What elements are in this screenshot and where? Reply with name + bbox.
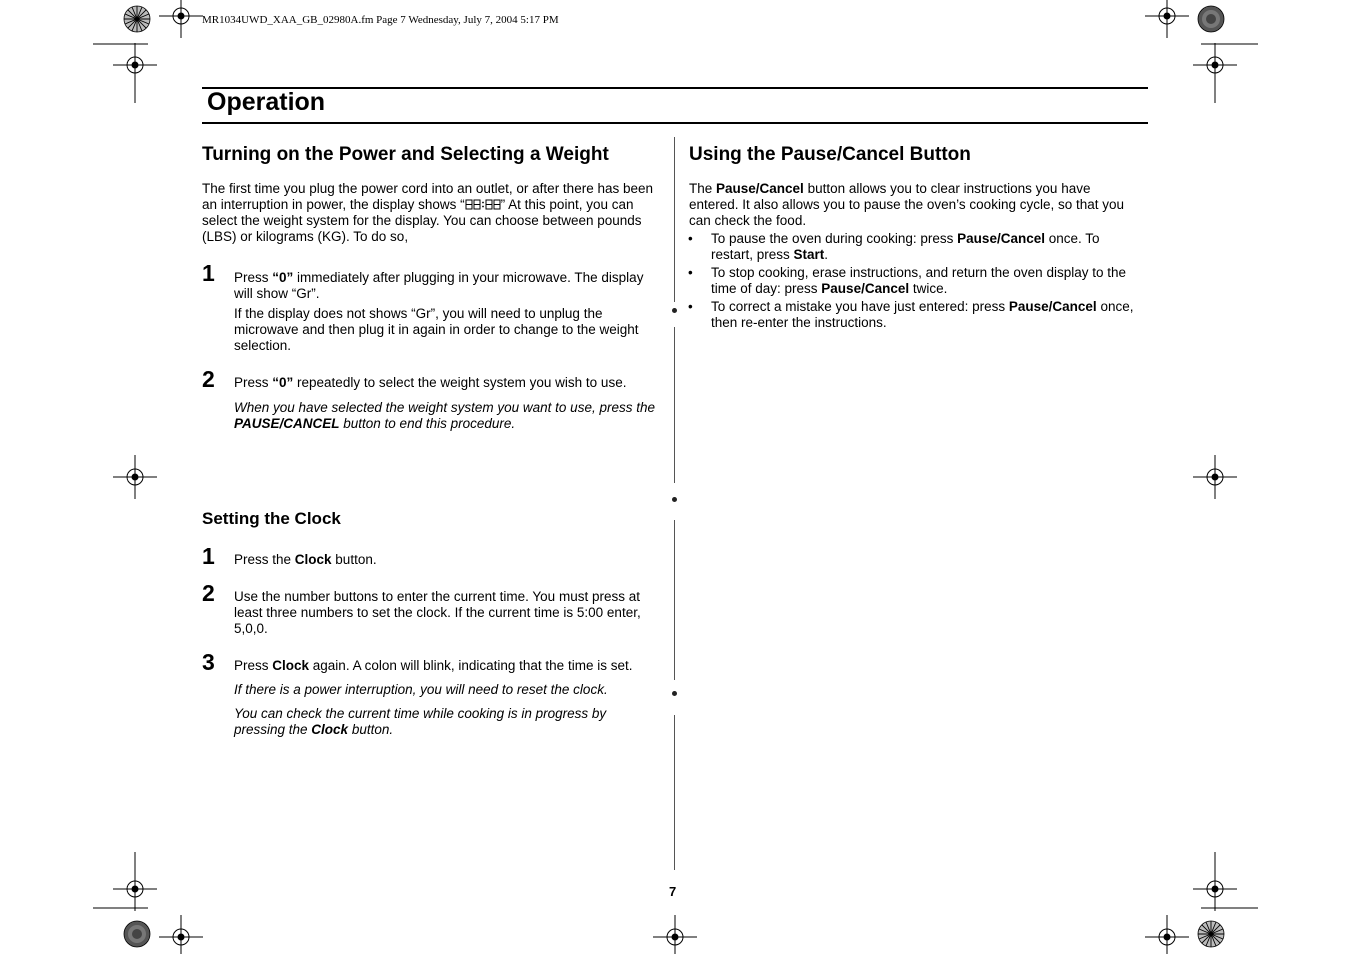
page-title: Operation [207, 88, 326, 116]
step-number: 3 [202, 649, 215, 675]
step-text: Press Clock again. A colon will blink, indicating that the time is set. [234, 658, 633, 673]
column-divider-top [674, 137, 675, 302]
step-number: 1 [202, 260, 215, 286]
divider-dot [672, 691, 677, 696]
title-bottom-rule [202, 122, 1148, 124]
column-divider-bottom [674, 715, 675, 870]
page-number: 7 [669, 884, 677, 899]
step-text: Press “0” immediately after plugging in your microwave. The display will show “Gr”. [234, 270, 644, 301]
step-note-italic: When you have selected the weight system you want to use, press the PAUSE/CANCEL button to end this procedure. [234, 400, 655, 431]
column-divider-mid [674, 327, 675, 483]
step-text: Press “0” repeatedly to select the weight system you wish to use. [234, 375, 627, 390]
step-note: If the display does not shows “Gr”, you will need to unplug the microwave and then plug it in again in order to change to the weight selection. [234, 306, 639, 353]
clock-note: You can check the current time while cooking is in progress by pressing the Clock button. [234, 706, 607, 737]
step-text: Use the number buttons to enter the current time. You must press at least three numbers to set the clock. If the current time is 5:00 enter, 5,0,0. [234, 589, 641, 636]
step-number: 2 [202, 580, 215, 606]
step-text: Press the Clock button. [234, 552, 377, 567]
list-item: • To correct a mistake you have just entered: press Pause/Cancel once, then re-enter the instructions. [688, 299, 1138, 331]
step-number: 1 [202, 543, 215, 569]
file-info-header: MR1034UWD_XAA_GB_02980A.fm Page 7 Wednesday, July 7, 2004 5:17 PM [202, 14, 559, 26]
divider-dot [672, 497, 677, 502]
segment-display-icon [465, 199, 501, 210]
section-heading-power-weight: Turning on the Power and Selecting a Weight [202, 144, 609, 165]
pause-cancel-list [688, 231, 1138, 333]
step-number: 2 [202, 366, 215, 392]
list-item: • To stop cooking, erase instructions, and return the oven display to the time of day: press Pause/Cancel twice. [688, 265, 1138, 297]
section-heading-clock: Setting the Clock [202, 509, 341, 528]
pause-cancel-intro: The Pause/Cancel button allows you to clear instructions you have entered. It also allows you to pause the oven’s cooking cycle, so that you can check the food. [689, 181, 1125, 228]
section-heading-pause-cancel: Using the Pause/Cancel Button [689, 144, 971, 165]
column-divider-mid2 [674, 520, 675, 680]
section-intro: The first time you plug the power cord into an outlet, or after there has been an interruption in power, the display shows “ ” At this point, you can select the weight system for the display. You can choose between pounds (LBS) or kilograms (KG). To do so, [202, 181, 654, 244]
clock-note: If there is a power interruption, you will need to reset the clock. [234, 682, 608, 697]
list-item: • To pause the oven during cooking: press Pause/Cancel once. To restart, press Start. [688, 231, 1138, 263]
title-top-rule [202, 87, 1148, 89]
divider-dot [672, 308, 677, 313]
